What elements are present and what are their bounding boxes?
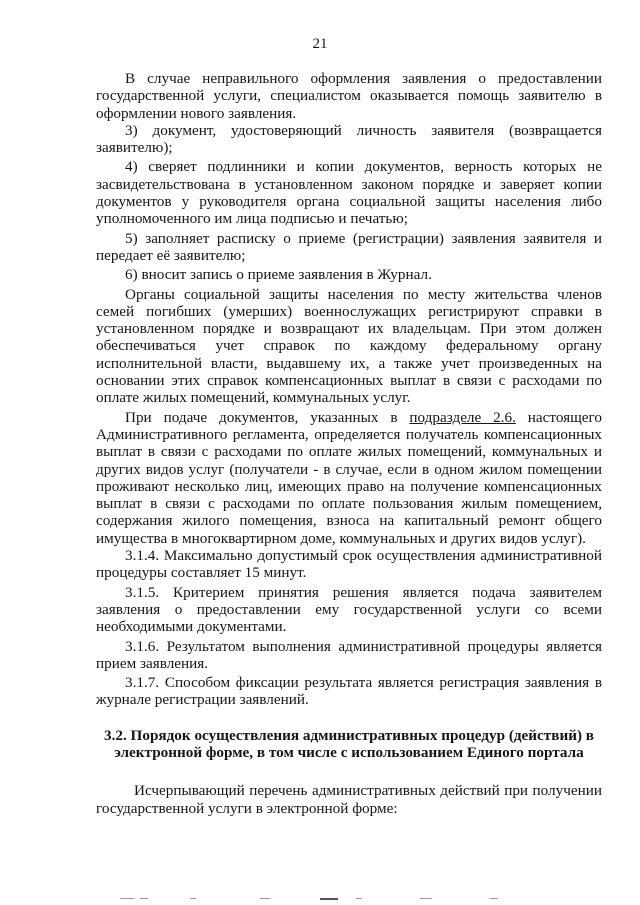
section-link[interactable]: подразделе 2.6. — [409, 408, 516, 426]
paragraph-assistance: В случае неправильного оформления заявления о предоставлении государственной услуги, специалистом оказывается помощь заявителю в оформлении нового заявления. — [96, 70, 602, 122]
list-item-5: 5) заполняет расписку о приеме (регистрации) заявления заявителя и передает её заявителю; — [96, 229, 602, 264]
list-item-3: 3) документ, удостоверяющий личность заявителя (возвращается заявителю); — [96, 121, 602, 157]
item-3-1-7: 3.1.7. Способом фиксации результата является регистрация заявления в журнале регистрации заявлений. — [96, 674, 602, 709]
list-item-6: 6) вносит запись о приеме заявления в Журнал. — [125, 266, 432, 284]
scan-artifact-marks — [120, 898, 520, 902]
paragraph-registration: Органы социальной защиты населения по месту жительства членов семей погибших (умерших) военнослужащих регистрируют справки в установленном порядке и возвращают их владельцам. При этом должен обеспечиваться учет справок по каждому федеральному органу исполнительной власти, выдавшему их, а также учет произведенных на основании этих справок компенсационных выплат в связи с расходами по оплате жилых помещений, коммунальных услуг. — [96, 285, 602, 407]
page-number: 21 — [312, 36, 328, 52]
paragraph-text: При подаче документов, указанных в — [125, 408, 410, 426]
paragraph-recipient — [96, 409, 602, 547]
document-body — [96, 70, 602, 817]
section-heading: 3.2. Порядок осуществления административных процедур (действий) в электронной форме, в том числе с использованием Единого портала — [103, 726, 595, 761]
paragraph-electronic: Исчерпывающий перечень административных действий при получении государственной услуги в электронной форме: — [96, 782, 602, 817]
list-item-4: 4) сверяет подлинники и копии документов, верность которых не засвидетельствована в установленном законом порядке и заверяет копии документов у руководителя органа социальной защиты населения либо уполномоченного им лица подписью и печатью; — [96, 158, 602, 228]
item-3-1-6: 3.1.6. Результатом выполнения административной процедуры является прием заявления. — [96, 637, 602, 672]
item-3-1-4: 3.1.4. Максимально допустимый срок осуществления административной процедуры составляет 15 минут. — [96, 547, 602, 582]
paragraph-text: настоящего Административного регламента, определяется получатель компенсационных выплат в связи с расходами по оплате жилых помещений, коммунальных и других видов услуг (получатели - в случае, если в одном жилом помещении проживают несколько лиц, имеющих право на получение компенсационных выплат в связи с расходами по оплате пользования жилым помещением, содержания жилого помещения, взноса на капитальный ремонт общего имущества в многоквартирном доме, коммунальных и других видов услуг). — [96, 408, 602, 547]
item-3-1-5: 3.1.5. Критерием принятия решения является подача заявителем заявления о предоставлении ему государственной услуги со всеми необходимыми документами. — [96, 583, 602, 636]
